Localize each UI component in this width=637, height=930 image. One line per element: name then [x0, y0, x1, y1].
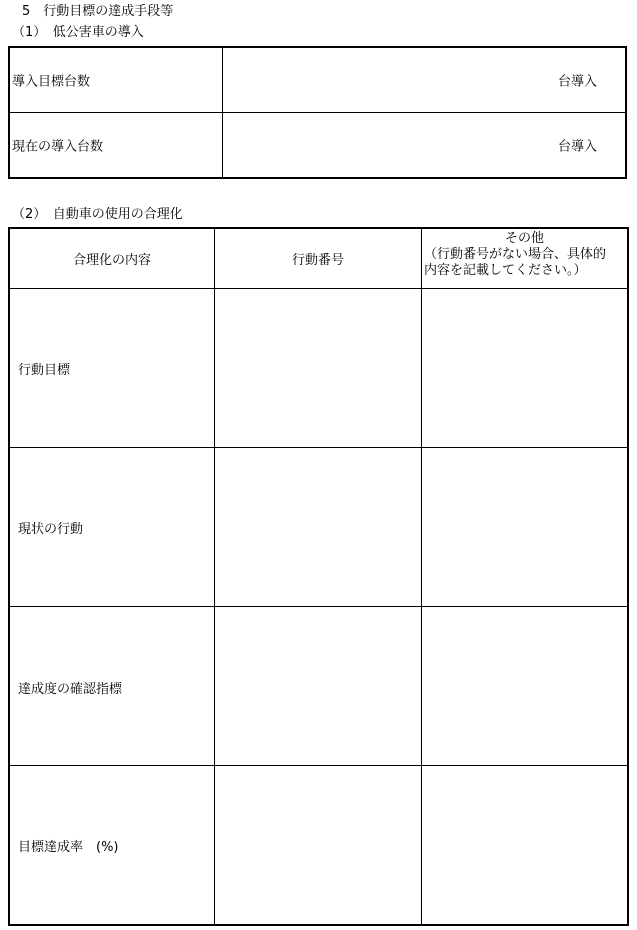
row-label-action-target: 行動目標: [18, 363, 71, 378]
current-count-unit: 台導入: [557, 139, 597, 155]
column-divider-1: [214, 229, 215, 924]
header-other: [422, 231, 627, 279]
row-label-achievement-rate: 目標達成率 (%): [18, 840, 119, 855]
column-divider-2: [421, 229, 422, 924]
row-divider-3: [10, 765, 627, 766]
target-count-unit: 台導入: [557, 74, 597, 90]
subsection-title-low-emission: （1） 低公害車の導入: [12, 25, 144, 40]
header-content: 合理化の内容: [72, 253, 151, 268]
header-divider: [10, 288, 627, 289]
low-emission-vehicle-table: [8, 46, 627, 179]
table-row-current-count: [10, 113, 625, 177]
row-divider-2: [10, 606, 627, 607]
table-row-target-count: [10, 48, 625, 113]
header-other-line2: （行動番号がない場合、具体的: [424, 247, 607, 262]
column-divider: [222, 48, 223, 177]
header-other-line3: 内容を記載してください。）: [424, 263, 587, 278]
rationalization-table: [8, 227, 629, 926]
section-title: 5 行動目標の達成手段等: [22, 4, 174, 19]
current-count-label: 現在の導入台数: [12, 139, 104, 155]
target-count-label: 導入目標台数: [12, 74, 91, 90]
subsection-title-rationalization: （2） 自動車の使用の合理化: [12, 207, 183, 222]
row-label-achievement-indicator: 達成度の確認指標: [18, 682, 123, 697]
row-label-current-action: 現状の行動: [18, 522, 84, 537]
header-action-number: 行動番号: [291, 253, 344, 268]
header-other-line1: その他: [504, 231, 544, 246]
row-divider-1: [10, 447, 627, 448]
